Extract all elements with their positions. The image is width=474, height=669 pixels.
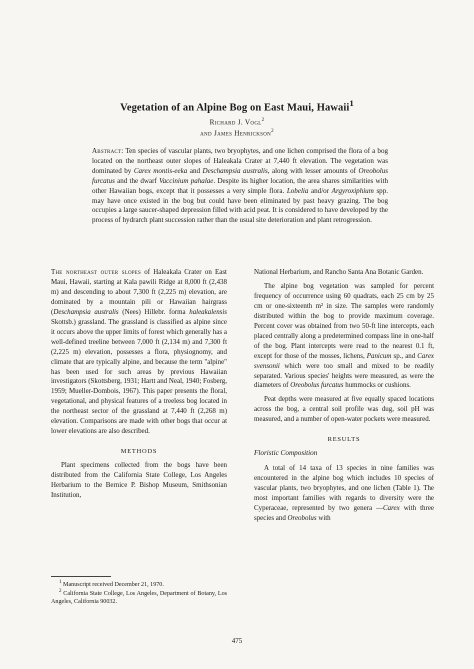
article-title: Vegetation of an Alpine Bog on East Maui, Hawaii$^1$ (120, 98, 354, 114)
footnote-rule (51, 576, 111, 577)
footnote-1: $^1$ Manuscript received December 21, 1970. (59, 580, 164, 589)
methods-paragraph: Plant specimens collected from the bogs have been distributed from the California State College, Los Angeles Herbarium to the Bernice P. Bishop Museum, Smithsonian Institution, (51, 461, 227, 500)
author-name: James Henrickson (213, 129, 272, 138)
peat-paragraph: Peat depths were measured at five equally spaced locations across the bog, a central soil profile was dug, soil pH was measured, and a number of open-water pockets were measured. (254, 395, 434, 424)
author-line-2: and James Henrickson$^2$ (200, 129, 274, 138)
footnote-2: $^2$ California State College, Los Angeles, Department of Botany, Los Angeles, California 90032. (51, 589, 227, 606)
intro-paragraph: The northeast outer slopes of Haleakala Crater on East Maui, Hawaii, starting at Kala pawili Ridge at 8,000 ft (2,438 m) and descending to about 7,300 ft (2,225 m) elevation, are dominated by a mountain pili or Hawaiian hairgrass (Deschampsia australis (Nees) Hillebr. forma haleakalensis Skottsb.) grassland. The grassland is classified as alpine since it occurs above the upper limits of forest which generally has a well-defined treeline between 7,000 ft (2,134 m) and 7,300 ft (2,225 m) elevation, possesses a flora, physiognomy, and climate that are typically alpine, and because the term "alpine" has been used for such areas by previous Hawaiian investigators (Skottsberg, 1931; Hartt and Neal, 1940; Fosberg, 1959; Mueller-Dombois, 1967). This paper presents the floral, vegetational, and physical features of a treeless bog located in the northeast sector of the grassland at 7,440 ft (2,268 m) elevation. Comparisons are made with other bogs that occur at lower elevations are also described. (51, 268, 227, 436)
left-column (51, 268, 227, 501)
sampling-paragraph: The alpine bog vegetation was sampled for percent frequency of occurrence using 60 quadrats, each 25 cm by 25 cm or one-sixteenth m² in size. The samples were randomly distributed within the bog to provide maximum coverage. Percent cover was obtained from two 50-ft line intercepts, each placed centrally along a predetermined compass line in one-half of the bog. Plant intercepts were read to the nearest 0.1 ft, except for those of the mosses, lichens, Panicum sp., and Carex svensonii which were too small and mixed to be readily separated. Various species' heights were measured, as were the diameters of Oreobolus furcatus hummocks or cushions. (254, 281, 434, 390)
floristic-paragraph: A total of 14 taxa of 13 species in nine families was encountered in the alpine bog which includes 10 species of vascular plants, two bryophytes, and one lichen (Table 1). The most important families with regards to diversity were the Cyperaceae, represented by two genera —Carex with three species and Oreobolus with (254, 464, 434, 522)
herbarium-continuation: National Herbarium, and Rancho Santa Ana Botanic Garden. (254, 268, 424, 276)
title-footnote-mark: 1 (349, 98, 354, 108)
author-name: Richard J. Vogl (209, 118, 262, 127)
methods-heading: METHODS (120, 448, 158, 456)
page-number: 475 (231, 637, 243, 645)
abstract: Abstract: Ten species of vascular plants, two bryophytes, and one lichen comprised the flora of a bog located on the northeast outer slopes of Haleakala Crater at 7,440 ft elevation. The vegetation was dominated by Carex montis-eeka and Deschampsia australis, along with lesser amounts of Oreobolus furcatus and the dwarf Vaccinium pahalae. Despite its higher location, the area shares similarities with other Hawaiian bogs, except that it possesses a very simple flora. Lobelia and/or Argyroxiphium spp. may have once existed in the bog but could have been eliminated by past heavy grazing. The bog occupies a large saucer-shaped depression filled with acid peat. It is considered to have developed by the process of hydrarch plant succession rather than the usual site deterioration and plant retrogression. (92, 147, 388, 225)
floristic-subheading: Floristic Composition (254, 449, 318, 458)
author-line-1: Richard J. Vogl$^2$ (209, 118, 265, 127)
right-column (254, 268, 434, 524)
results-heading: RESULTS (327, 436, 361, 444)
abstract-label: Abstract: (92, 147, 124, 155)
